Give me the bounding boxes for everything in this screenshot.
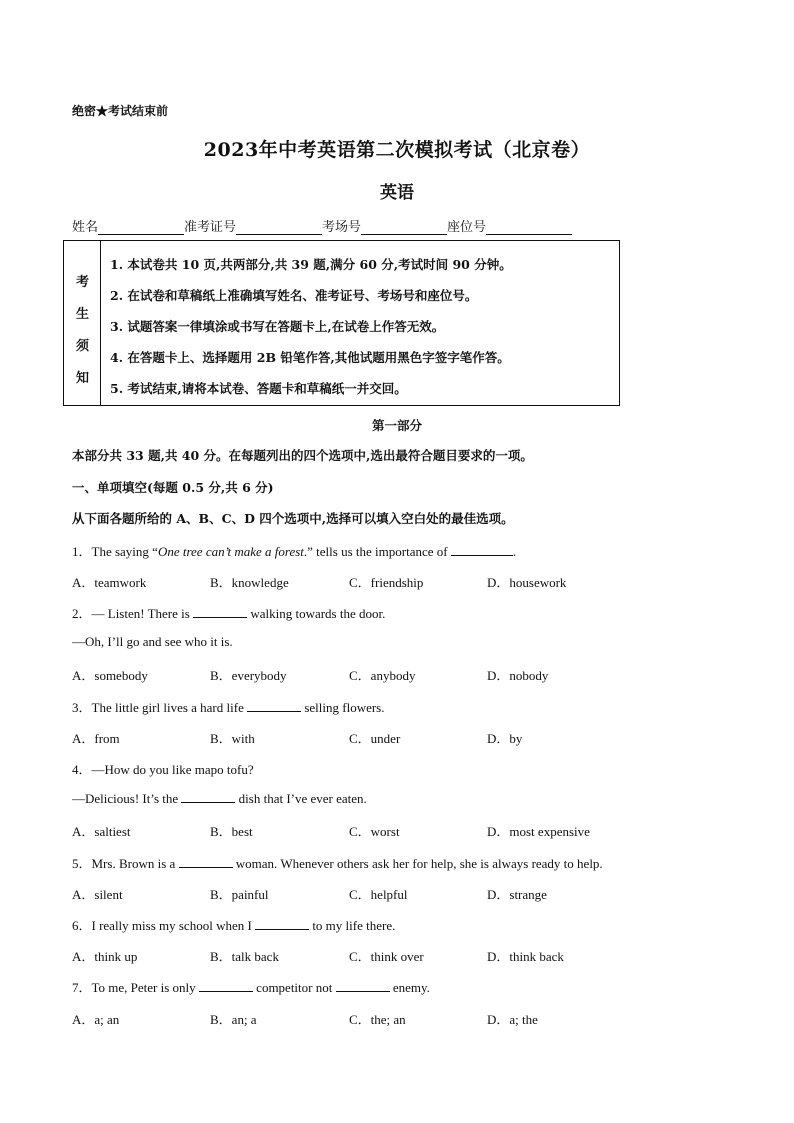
- option-a: A．somebody: [72, 668, 148, 683]
- ticket-number-label: 准考证号: [184, 220, 237, 235]
- question-text: 6．I really miss my school when I: [72, 918, 252, 933]
- seat-number-label: 座位号: [447, 220, 487, 235]
- answer-blank: [451, 543, 513, 556]
- notice-rule-3: 3. 试题答案一律填涂或书写在答题卡上,在试卷上作答无效。: [110, 319, 445, 334]
- option-c: C．under: [349, 731, 401, 746]
- option-a: A．think up: [72, 949, 138, 964]
- question-text: .” tells us the importance of: [303, 544, 448, 559]
- option-a: A．saltiest: [72, 824, 131, 839]
- notice-rule-1: 1. 本试卷共 10 页,共两部分,共 39 题,满分 60 分,考试时间 90 分钟。: [110, 257, 512, 272]
- option-c: C．the; an: [349, 1012, 406, 1027]
- question-text: 3．The little girl lives a hard life: [72, 700, 244, 715]
- part-heading: 第一部分: [371, 418, 422, 433]
- question-2-reply: —Oh, I’ll go and see who it is.: [72, 634, 233, 649]
- section-title: 一、单项填空(每题 0.5 分,共 6 分): [72, 480, 274, 495]
- question-7: [72, 977, 430, 996]
- option-c: C．helpful: [349, 887, 408, 902]
- option-b: B．best: [210, 824, 253, 839]
- confidential-label: 绝密★考试结束前: [72, 104, 169, 118]
- question-text: 2．— Listen! There is: [72, 606, 190, 621]
- option-b: B．with: [210, 731, 255, 746]
- option-d: D．by: [487, 731, 523, 746]
- notice-rule-2: 2. 在试卷和草稿纸上准确填写姓名、准考证号、考场号和座位号。: [110, 288, 478, 303]
- answer-blank: [247, 699, 301, 712]
- exam-room-label: 考场号: [322, 220, 362, 235]
- question-text: selling flowers.: [304, 700, 385, 715]
- notice-side-char: 须: [75, 339, 89, 354]
- question-4: 4．—How do you like mapo tofu?: [72, 762, 254, 777]
- answer-blank: [181, 790, 235, 803]
- option-b: B．knowledge: [210, 575, 289, 590]
- option-d: D．nobody: [487, 668, 549, 683]
- option-a: A．from: [72, 731, 120, 746]
- option-d: D．strange: [487, 887, 547, 902]
- question-text: dish that I’ve ever eaten.: [238, 791, 367, 806]
- exam-room-blank: [361, 220, 447, 235]
- question-text: competitor not: [256, 980, 333, 995]
- option-a: A．a; an: [72, 1012, 120, 1027]
- option-b: B．painful: [210, 887, 269, 902]
- notice-rule-4: 4. 在答题卡上、选择题用 2B 铅笔作答,其他试题用黑色字签字笔作答。: [110, 350, 510, 365]
- question-quote: One tree can’t make a forest: [157, 544, 304, 559]
- candidate-info-line: [72, 216, 572, 235]
- option-d: D．a; the: [487, 1012, 538, 1027]
- option-b: B．everybody: [210, 668, 287, 683]
- question-4-reply: [72, 790, 367, 807]
- answer-blank: [179, 855, 233, 868]
- ticket-number-blank: [236, 220, 322, 235]
- option-c: C．friendship: [349, 575, 424, 590]
- exam-title: 2023年中考英语第二次模拟考试（北京卷）: [203, 139, 591, 161]
- seat-number-blank: [486, 220, 572, 235]
- answer-blank: [199, 979, 253, 992]
- question-5: [72, 853, 603, 872]
- question-text: to my life there.: [312, 918, 396, 933]
- name-label: 姓名: [72, 220, 99, 235]
- option-c: C．think over: [349, 949, 424, 964]
- option-a: A．teamwork: [72, 575, 147, 590]
- notice-side-char: 生: [75, 307, 89, 322]
- option-d: D．housework: [487, 575, 567, 590]
- question-text: woman. Whenever others ask her for help, she is always ready to help.: [235, 856, 603, 871]
- name-blank: [98, 220, 184, 235]
- question-text: 1．The saying “: [72, 544, 158, 559]
- question-text: —Delicious! It’s the: [72, 791, 179, 806]
- option-b: B．an; a: [210, 1012, 257, 1027]
- part-intro: 本部分共 33 题,共 40 分。在每题列出的四个选项中,选出最符合题目要求的一项。: [72, 448, 533, 463]
- question-2: [72, 603, 385, 622]
- question-text: 7．To me, Peter is only: [72, 980, 196, 995]
- question-text: .: [512, 544, 517, 559]
- candidate-notice-box: [63, 240, 620, 406]
- question-text: walking towards the door.: [250, 606, 386, 621]
- section-instruction: 从下面各题所给的 A、B、C、D 四个选项中,选择可以填入空白处的最佳选项。: [72, 511, 514, 526]
- notice-side-label: [64, 241, 101, 405]
- option-c: C．anybody: [349, 668, 416, 683]
- option-a: A．silent: [72, 887, 123, 902]
- option-b: B．talk back: [210, 949, 279, 964]
- answer-blank: [193, 605, 247, 618]
- answer-blank: [336, 979, 390, 992]
- option-d: D．most expensive: [487, 824, 590, 839]
- option-d: D．think back: [487, 949, 564, 964]
- notice-side-char: 知: [75, 371, 89, 386]
- notice-rule-5: 5. 考试结束,请将本试卷、答题卡和草稿纸一并交回。: [110, 381, 407, 396]
- question-text: 5．Mrs. Brown is a: [72, 856, 176, 871]
- option-c: C．worst: [349, 824, 400, 839]
- answer-blank: [255, 917, 309, 930]
- question-text: enemy.: [392, 980, 430, 995]
- notice-side-char: 考: [75, 275, 89, 290]
- question-1: [72, 541, 516, 560]
- subject-title: 英语: [380, 183, 414, 203]
- question-3: [72, 697, 385, 716]
- question-6: [72, 915, 395, 934]
